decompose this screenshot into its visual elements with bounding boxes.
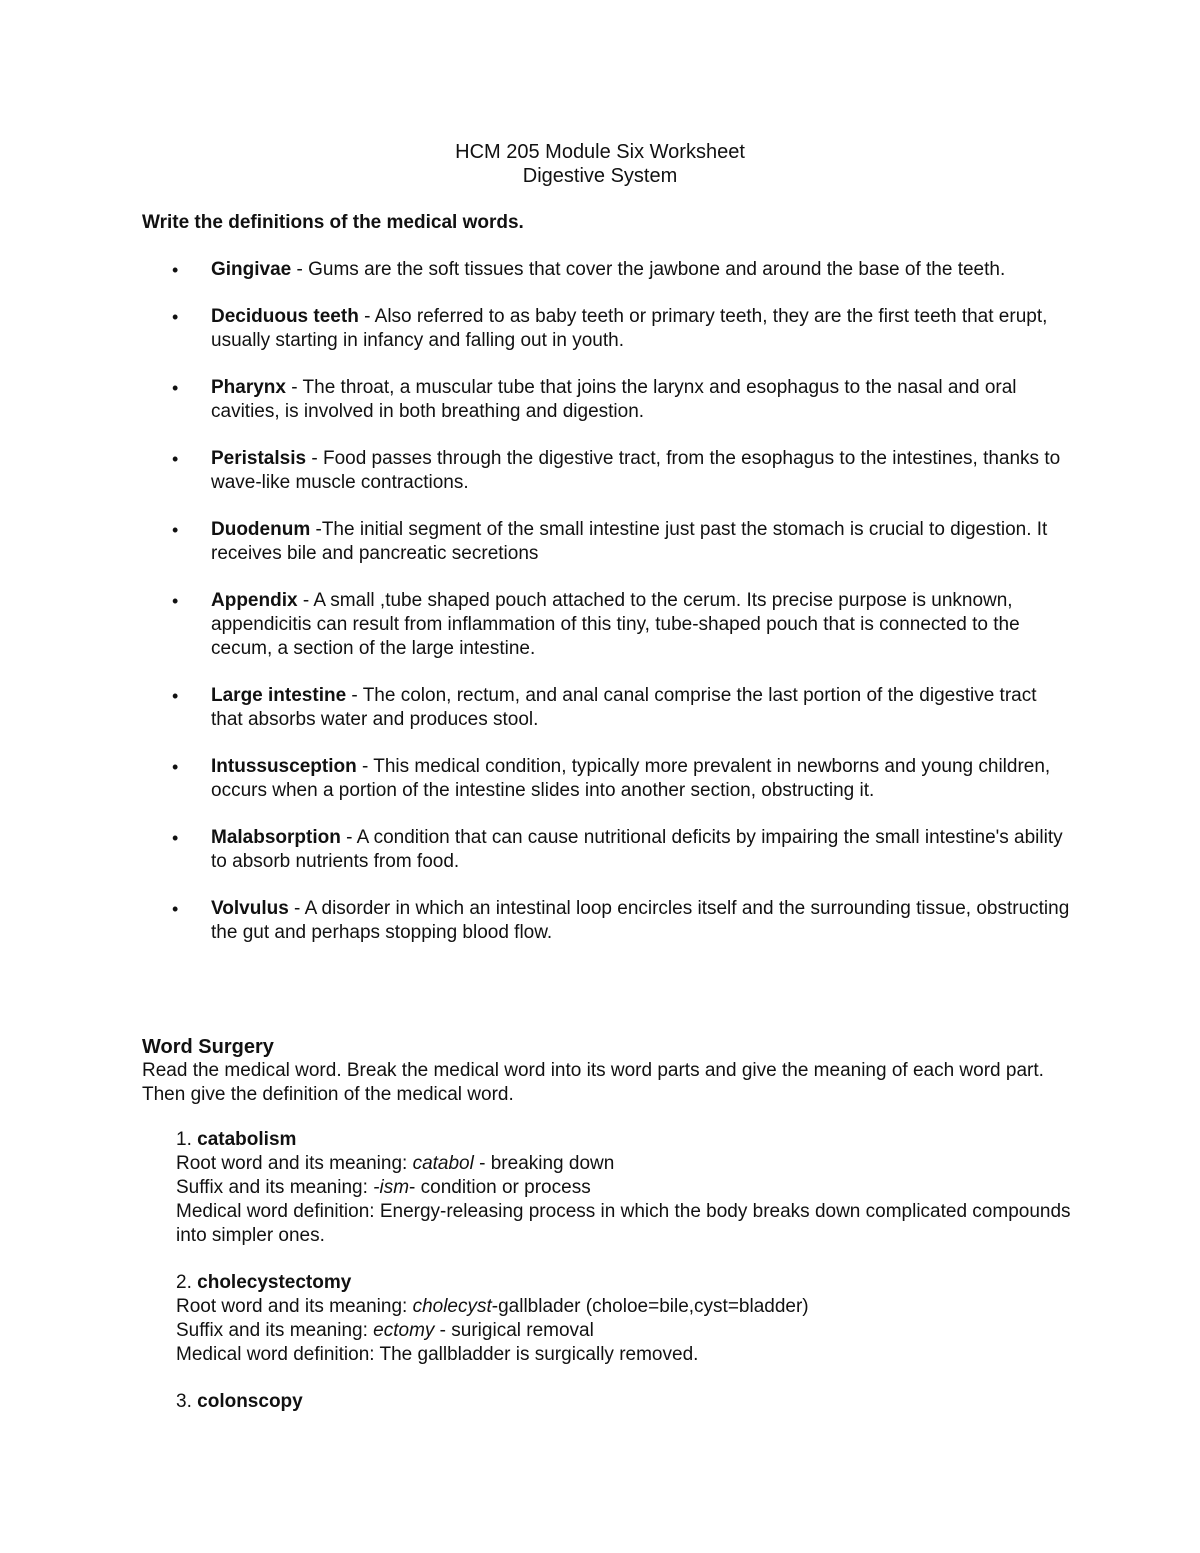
bullet-icon: •	[172, 828, 179, 848]
root-part: cholecyst	[412, 1296, 492, 1317]
page-subtitle: Digestive System	[522, 165, 678, 187]
suffix-label: Suffix and its meaning:	[176, 1320, 374, 1341]
definition-text: - Also referred to as baby teeth or primary teeth, they are the first teeth that erupt, usually starting in infancy and falling out in youth.	[211, 306, 1048, 351]
word-surgery-item	[176, 1390, 1076, 1414]
word-surgery-title: Word Surgery	[142, 1036, 274, 1058]
root-line	[176, 1295, 1076, 1319]
root-label: Root word and its meaning:	[176, 1296, 413, 1317]
definitions-instruction: Write the definitions of the medical words.	[142, 212, 524, 233]
bullet-icon: •	[172, 378, 179, 398]
definition-item	[142, 258, 1072, 282]
definition-term: Peristalsis	[211, 448, 307, 469]
definition-term: Duodenum	[211, 519, 311, 540]
definition-term: Volvulus	[211, 898, 289, 919]
definition-item	[142, 376, 1072, 424]
definition-value: Energy-releasing process in which the body breaks down complicated compounds into simpler ones.	[176, 1201, 1071, 1246]
definition-term: Intussusception	[211, 756, 357, 777]
word-heading	[176, 1390, 1076, 1414]
definition-term: Appendix	[211, 590, 298, 611]
root-meaning: -gallblader (choloe=bile,cyst=bladder)	[491, 1296, 809, 1317]
word-term: colonscopy	[197, 1391, 303, 1412]
definition-item	[142, 589, 1072, 661]
word-surgery-list	[176, 1128, 1076, 1437]
definition-text: - This medical condition, typically more prevalent in newborns and young children, occurs when a portion of the intestine slides into another section, obstructing it.	[211, 756, 1051, 801]
definition-item	[142, 518, 1072, 566]
definition-text: - A disorder in which an intestinal loop encircles itself and the surrounding tissue, obstructing the gut and perhaps stopping blood flow.	[211, 898, 1070, 943]
word-term: catabolism	[197, 1129, 297, 1150]
word-heading	[176, 1128, 1076, 1152]
definition-item	[142, 447, 1072, 495]
word-surgery-intro: Read the medical word. Break the medical word into its word parts and give the meaning of each word part. Then give the definition of the medical word.	[142, 1060, 1044, 1105]
word-heading	[176, 1271, 1076, 1295]
title-block	[0, 140, 1200, 188]
word-term: cholecystectomy	[197, 1272, 352, 1293]
root-part: catabol	[412, 1153, 474, 1174]
bullet-icon: •	[172, 307, 179, 327]
word-surgery-item	[176, 1271, 1076, 1367]
definition-text: - A small ,tube shaped pouch attached to the cerum. Its precise purpose is unknown, appendicitis can result from inflammation of this tiny, tube-shaped pouch that is connected to the cecum, a section of the large intestine.	[211, 590, 1020, 659]
word-surgery-item	[176, 1128, 1076, 1248]
definition-text: - The throat, a muscular tube that joins the larynx and esophagus to the nasal and oral cavities, is involved in both breathing and digestion.	[211, 377, 1017, 422]
definition-label: Medical word definition:	[176, 1344, 380, 1365]
definition-item	[142, 305, 1072, 353]
word-number: 3.	[176, 1391, 192, 1412]
definition-term: Gingivae	[211, 259, 292, 280]
definition-label: Medical word definition:	[176, 1201, 380, 1222]
definition-line	[176, 1200, 1076, 1248]
suffix-label: Suffix and its meaning:	[176, 1177, 374, 1198]
definition-term: Large intestine	[211, 685, 347, 706]
definition-text: - Gums are the soft tissues that cover the jawbone and around the base of the teeth.	[291, 259, 1006, 280]
definition-item	[142, 897, 1072, 945]
suffix-line	[176, 1319, 1076, 1343]
definition-text: - The colon, rectum, and anal canal comprise the last portion of the digestive tract that absorbs water and produces stool.	[211, 685, 1037, 730]
bullet-icon: •	[172, 686, 179, 706]
bullet-icon: •	[172, 757, 179, 777]
bullet-icon: •	[172, 591, 179, 611]
suffix-meaning: - condition or process	[409, 1177, 591, 1198]
suffix-part: -ism	[373, 1177, 410, 1198]
definition-term: Pharynx	[211, 377, 286, 398]
definition-text: - Food passes through the digestive tract, from the esophagus to the intestines, thanks to wave-like muscle contractions.	[211, 448, 1061, 493]
bullet-icon: •	[172, 520, 179, 540]
definition-item	[142, 755, 1072, 803]
definition-term: Malabsorption	[211, 827, 341, 848]
root-label: Root word and its meaning:	[176, 1153, 413, 1174]
definition-term: Deciduous teeth	[211, 306, 359, 327]
suffix-line	[176, 1176, 1076, 1200]
definition-item	[142, 826, 1072, 874]
definition-text: -The initial segment of the small intestine just past the stomach is crucial to digestion. It receives bile and pancreatic secretions	[211, 519, 1048, 564]
bullet-icon: •	[172, 899, 179, 919]
bullet-icon: •	[172, 260, 179, 280]
root-line	[176, 1152, 1076, 1176]
definition-line	[176, 1343, 1076, 1367]
bullet-icon: •	[172, 449, 179, 469]
page-title: HCM 205 Module Six Worksheet	[455, 141, 745, 163]
word-number: 2.	[176, 1272, 192, 1293]
word-number: 1.	[176, 1129, 192, 1150]
definitions-list	[142, 258, 1072, 968]
definition-text: - A condition that can cause nutritional deficits by impairing the small intestine's ability to absorb nutrients from food.	[211, 827, 1063, 872]
definition-value: The gallbladder is surgically removed.	[379, 1344, 699, 1365]
definition-item	[142, 684, 1072, 732]
suffix-part: ectomy	[373, 1320, 435, 1341]
root-meaning: - breaking down	[473, 1153, 615, 1174]
suffix-meaning: - surigical removal	[434, 1320, 594, 1341]
